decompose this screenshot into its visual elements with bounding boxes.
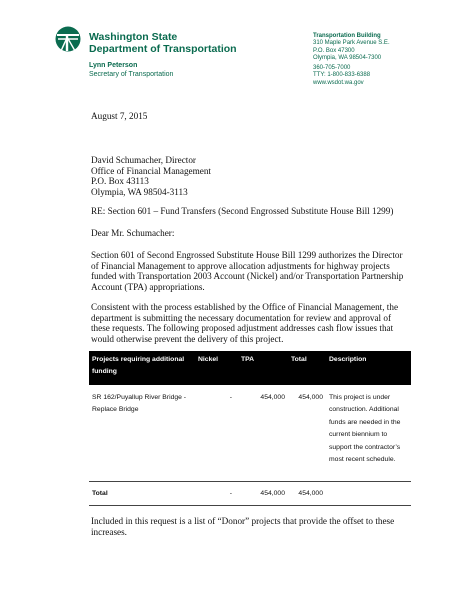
cell-description: This project is under construction. Additional funds are needed in the current biennium to support the contractor’s most recent schedule. — [329, 394, 401, 464]
total-nickel: - — [195, 485, 238, 505]
subject-line: RE: Section 601 – Fund Transfers (Second Engrossed Substitute House Bill 1299) — [91, 206, 394, 216]
table-total-row — [89, 485, 411, 505]
contact-web[interactable]: www.wsdot.wa.gov — [313, 79, 364, 86]
cell-nickel: - — [229, 394, 232, 401]
cell-project: SR 162/Puyallup River Bridge - Replace Bridge — [92, 394, 187, 414]
header-nickel: Nickel — [195, 351, 238, 385]
contact-tty: TTY: 1-800-833-6388 — [313, 72, 371, 79]
agency-name — [89, 32, 237, 55]
total-tpa: 454,000 — [238, 485, 288, 505]
agency-name-line2: Department of Transportation — [89, 42, 237, 55]
table-header-row — [89, 351, 411, 385]
funding-table — [89, 351, 411, 506]
secretary-name: Lynn Peterson — [89, 62, 138, 69]
letter-date: August 7, 2015 — [91, 111, 148, 121]
contact-city: Olympia, WA 98504-7300 — [313, 54, 382, 61]
total-total: 454,000 — [288, 485, 326, 505]
recipient-po-box: P.O. Box 43113 — [91, 176, 149, 187]
paragraph-authorization: Section 601 of Second Engrossed Substitute House Bill 1299 authorizes the Director of Financial Management to approve allocation adjustments for highway projects funded with Transportation 2003 Account (Nickel) and/or Transportation Partnership Account (TPA) appropriations. — [91, 250, 404, 292]
table-row — [89, 385, 411, 481]
paragraph-donor: Included in this request is a list of “Donor” projects that provide the offset to these increases. — [91, 516, 395, 537]
contact-block — [313, 33, 390, 87]
total-description-empty — [326, 485, 411, 505]
secretary-block — [89, 62, 173, 79]
recipient-name: David Schumacher, Director — [91, 155, 196, 165]
recipient-address — [91, 155, 211, 197]
recipient-office: Office of Financial Management — [91, 165, 211, 176]
contact-building: Transportation Building — [313, 33, 381, 39]
paragraph-process: Consistent with the process established by the Office of Financial Management, the department is submitting the necessary documentation for review and approval of these requests. The following proposed adjustment addresses cash flow issues that would otherwise prevent the delivery of this project. — [91, 302, 399, 344]
cell-tpa: 454,000 — [260, 394, 285, 401]
secretary-title: Secretary of Transportation — [89, 70, 174, 78]
recipient-city: Olympia, WA 98504-3113 — [91, 186, 188, 197]
total-label: Total — [89, 485, 195, 505]
agency-name-line1: Washington State — [89, 31, 178, 43]
cell-total: 454,000 — [298, 394, 323, 401]
header-total: Total — [288, 351, 326, 385]
salutation: Dear Mr. Schumacher: — [91, 228, 175, 238]
header-description: Description — [326, 351, 411, 385]
contact-po-box: P.O. Box 47300 — [313, 47, 355, 54]
header-project: Projects requiring additional funding — [89, 351, 195, 385]
wsdot-logo-icon — [55, 26, 81, 52]
contact-phone: 360-705-7000 — [313, 65, 351, 72]
header-tpa: TPA — [238, 351, 288, 385]
contact-street: 310 Maple Park Avenue S.E. — [313, 40, 390, 47]
